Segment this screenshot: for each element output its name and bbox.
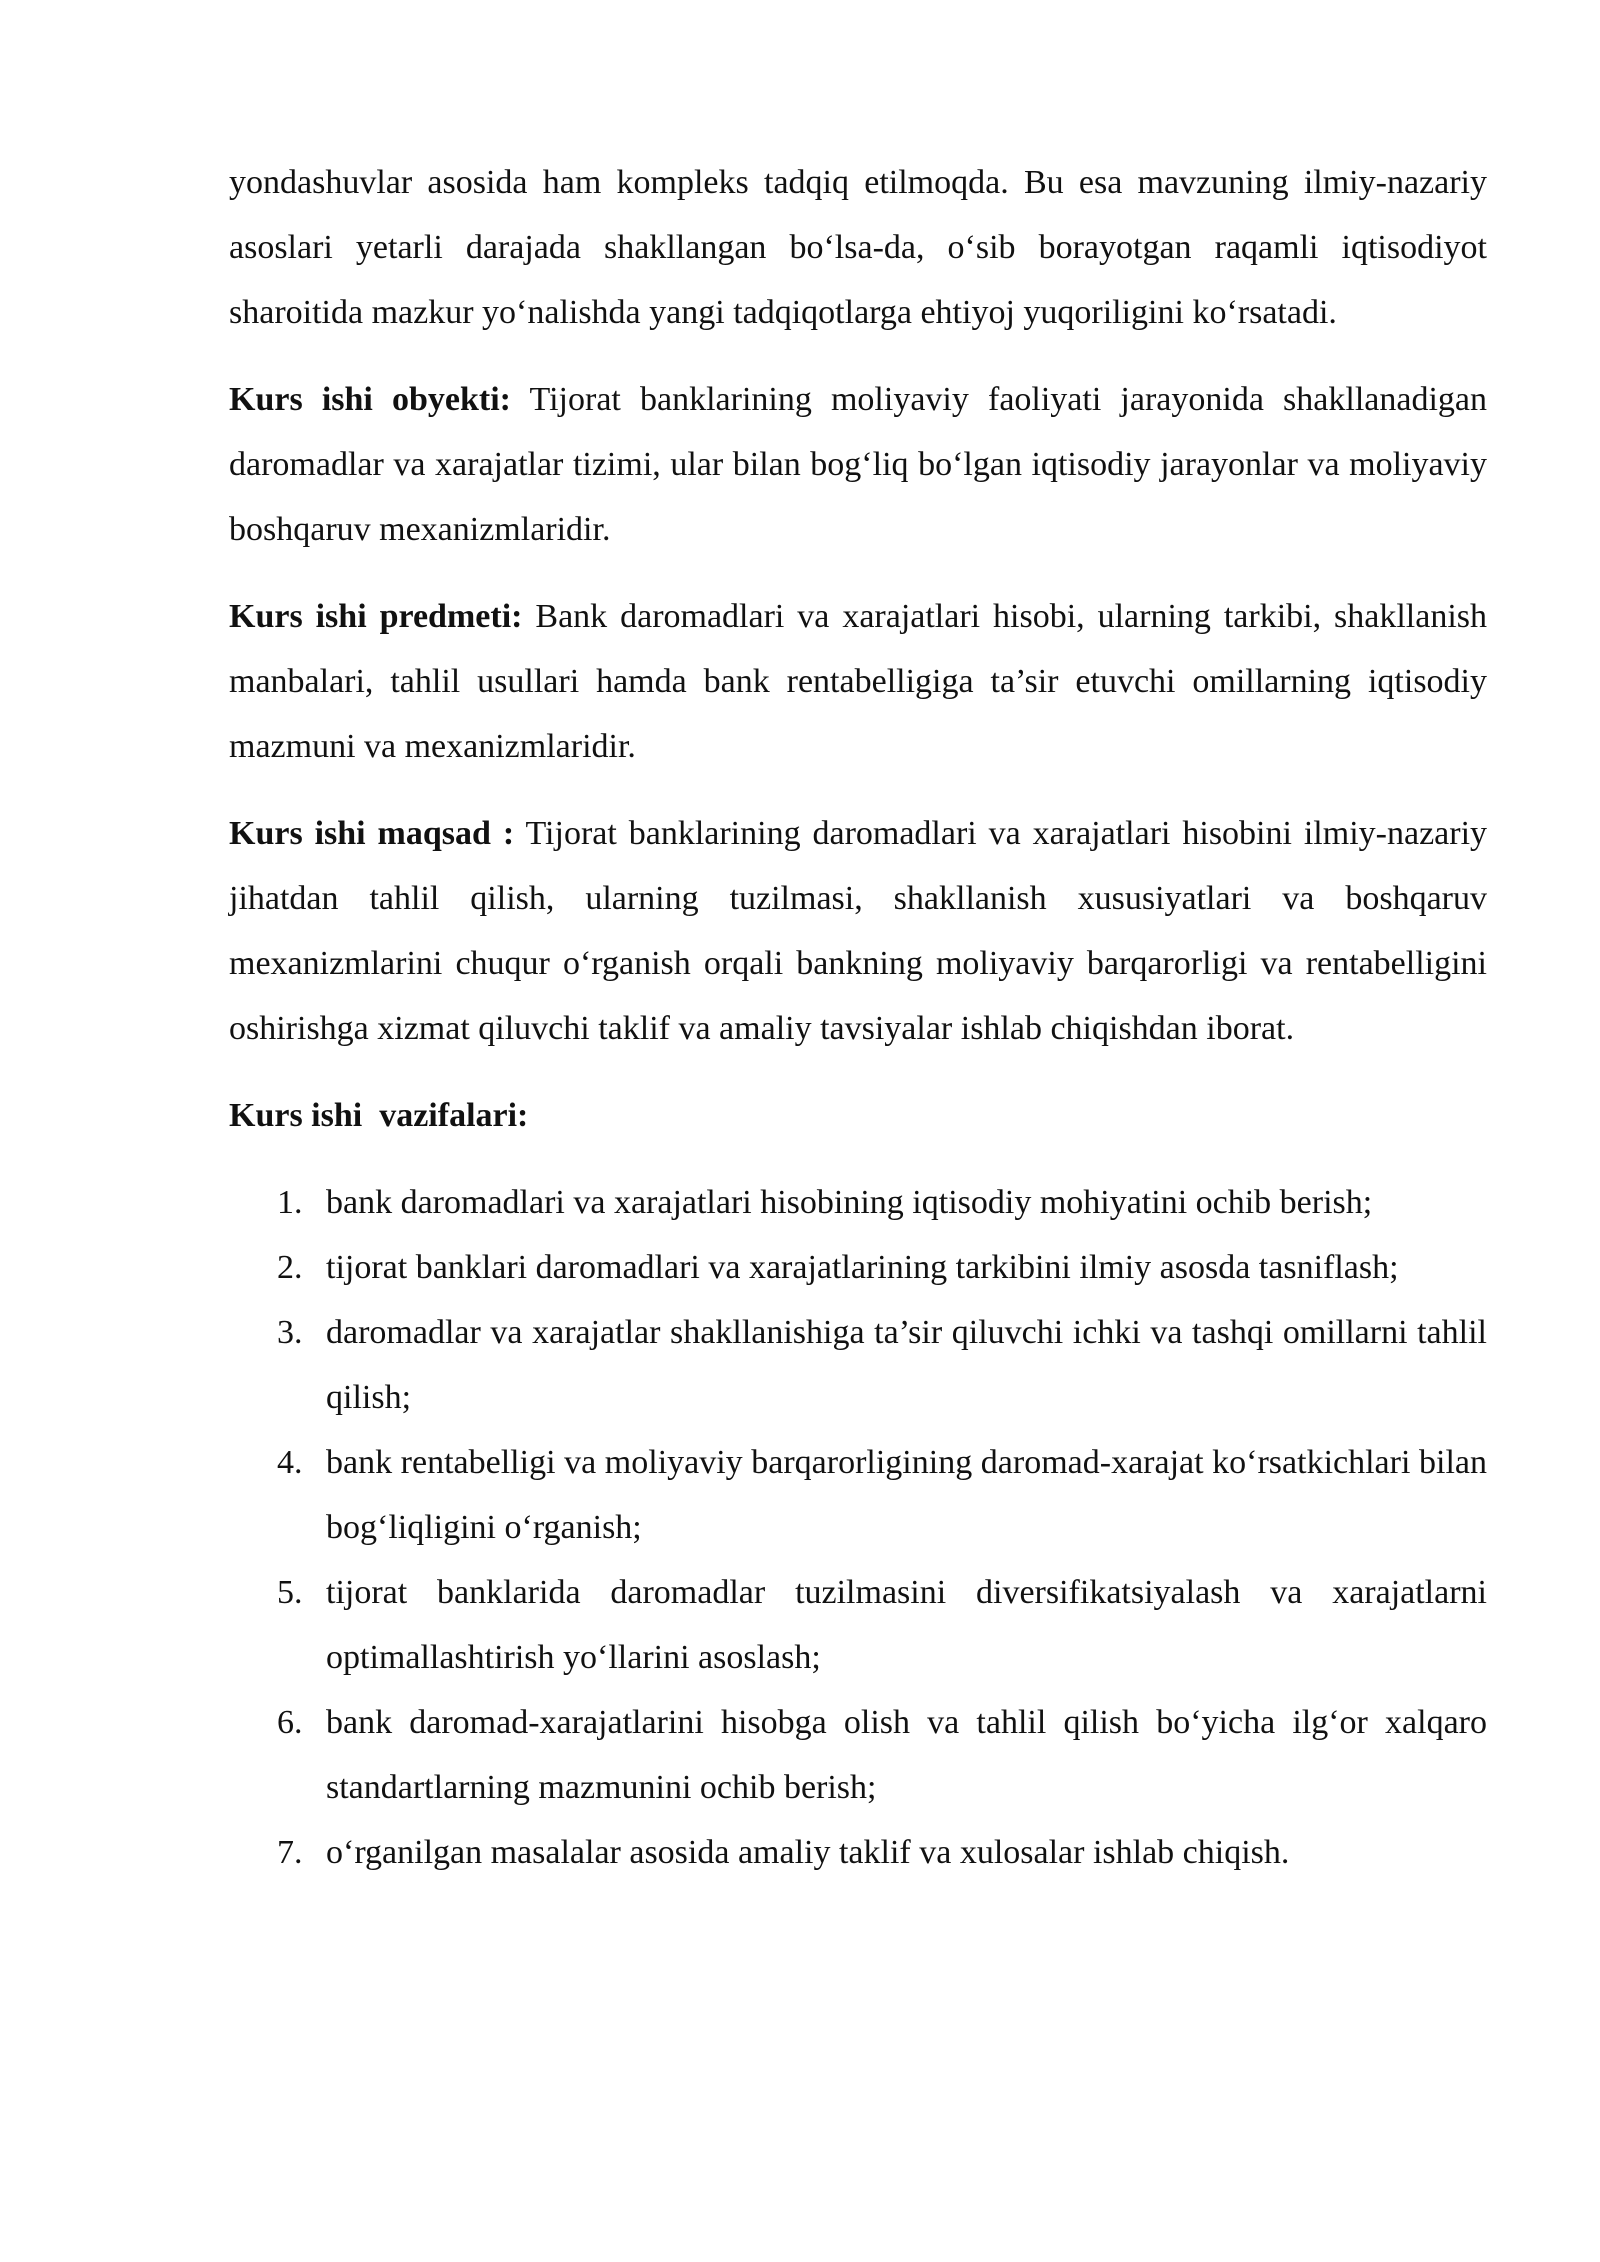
goal-label: Kurs ishi maqsad : bbox=[229, 815, 515, 852]
list-item-number: 7. bbox=[277, 1834, 303, 1871]
list-item-number: 5. bbox=[277, 1574, 303, 1611]
list-item bbox=[229, 1170, 1487, 1235]
list-item bbox=[229, 1300, 1487, 1430]
list-item-text: tijorat banklarida daromadlar tuzilmasini diversifikatsiyalash va xarajatlarni optimallashtirish yo‘llarini asoslash; bbox=[326, 1574, 1487, 1676]
object-paragraph bbox=[229, 367, 1487, 562]
goal-text: Tijorat banklarining daromadlari va xarajatlari hisobini ilmiy-nazariy jihatdan tahlil qilish, ularning tuzilmasi, shakllanish xususiyatlari va boshqaruv mexanizmlarini chuqur o‘rganish orqali bankning moliyaviy barqarorligi va rentabelligini oshirishga xizmat qiluvchi taklif va amaliy tavsiyalar ishlab chiqishdan iborat. bbox=[229, 815, 1488, 1047]
subject-text: Bank daromadlari va xarajatlari hisobi, ularning tarkibi, shakllanish manbalari, tahlil usullari hamda bank rentabelligiga ta’sir etuvchi omillarning iqtisodiy mazmuni va mexanizmlaridir. bbox=[229, 598, 1487, 765]
list-item-number: 4. bbox=[277, 1444, 303, 1481]
list-item bbox=[229, 1430, 1487, 1560]
list-item bbox=[229, 1820, 1487, 1885]
list-item bbox=[229, 1560, 1487, 1690]
list-item-text: o‘rganilgan masalalar asosida amaliy taklif va xulosalar ishlab chiqish. bbox=[326, 1834, 1290, 1871]
list-item-text: bank daromadlari va xarajatlari hisobining iqtisodiy mohiyatini ochib berish; bbox=[326, 1184, 1373, 1221]
list-item-number: 2. bbox=[277, 1249, 303, 1286]
object-label: Kurs ishi obyekti: bbox=[229, 381, 511, 418]
intro-paragraph bbox=[229, 150, 1487, 345]
subject-label: Kurs ishi predmeti: bbox=[229, 598, 523, 635]
object-text: Tijorat banklarining moliyaviy faoliyati jarayonida shakllanadigan daromadlar va xarajatlar tizimi, ular bilan bog‘liq bo‘lgan iqtisodiy jarayonlar va moliyaviy boshqaruv mexanizmlaridir. bbox=[229, 381, 1487, 548]
intro-text: yondashuvlar asosida ham kompleks tadqiq etilmoqda. Bu esa mavzuning ilmiy-nazariy asoslari yetarli darajada shakllangan bo‘lsa-da, o‘sib borayotgan raqamli iqtisodiyot sharoitida mazkur yo‘nalishda yangi tadqiqotlarga ehtiyoj yuqoriligini ko‘rsatadi. bbox=[229, 164, 1487, 331]
list-item-number: 3. bbox=[277, 1314, 303, 1351]
list-item-number: 6. bbox=[277, 1704, 303, 1741]
tasks-heading: Kurs ishi vazifalari: bbox=[229, 1097, 529, 1134]
document-page bbox=[229, 150, 1487, 1885]
goal-paragraph bbox=[229, 801, 1487, 1061]
list-item-text: bank daromad-xarajatlarini hisobga olish va tahlil qilish bo‘yicha ilg‘or xalqaro standartlarning mazmunini ochib berish; bbox=[326, 1704, 1487, 1806]
list-item-text: bank rentabelligi va moliyaviy barqarorligining daromad-xarajat ko‘rsatkichlari bilan bog‘liqligini o‘rganish; bbox=[326, 1444, 1487, 1546]
list-item bbox=[229, 1690, 1487, 1820]
list-item-text: daromadlar va xarajatlar shakllanishiga ta’sir qiluvchi ichki va tashqi omillarni tahlil qilish; bbox=[326, 1314, 1487, 1416]
list-item-number: 1. bbox=[277, 1184, 303, 1221]
tasks-list bbox=[229, 1170, 1487, 1885]
list-item-text: tijorat banklari daromadlari va xarajatlarining tarkibini ilmiy asosda tasniflash; bbox=[326, 1249, 1399, 1286]
list-item bbox=[229, 1235, 1487, 1300]
subject-paragraph bbox=[229, 584, 1487, 779]
